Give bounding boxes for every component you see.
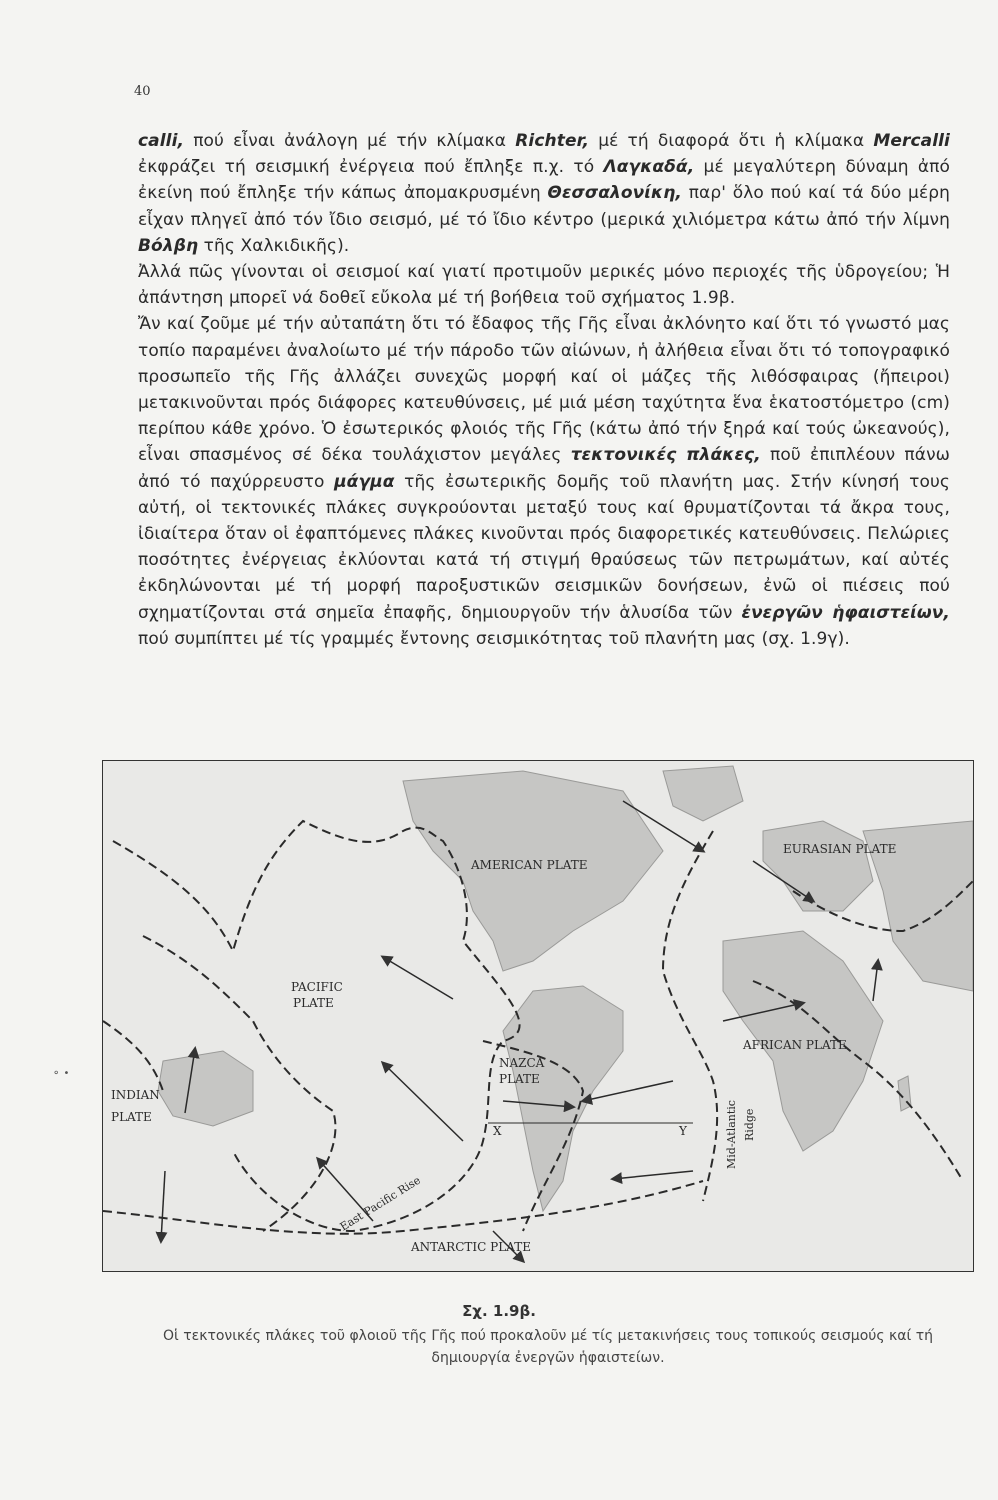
label-x: X (493, 1124, 502, 1138)
arrow-arabian (873, 961, 878, 1001)
emphasis-term: Λαγκαδά, (603, 157, 695, 178)
south-america-land (503, 986, 623, 1211)
label-mid-atlantic-2: Ridge (743, 1108, 756, 1141)
arrow-pacific-1 (383, 957, 453, 999)
label-american-plate: AMERICAN PLATE (471, 858, 588, 872)
arrow-south-west (161, 1171, 165, 1241)
label-african-plate: AFRICAN PLATE (743, 1038, 847, 1052)
emphasis-term: Richter, (515, 131, 590, 151)
emphasis-term: μάγμα (334, 471, 395, 492)
text-run: ἐκφράζει τή σεισμική ἐνέργεια πού ἔπληξε π.χ. τό (138, 157, 604, 178)
text-run: παρ' ὅλο πού καί τά δύο μέρη εἶχαν πληγεῖ ἀπό τόν ἴδιο σεισμό, μέ τό ἴδιο κέντρο (μερικά χιλιόμετρα κάτω ἀπό τήν λίμνη (138, 183, 951, 230)
pacific-boundary-north (113, 821, 520, 1231)
label-indian-plate-1: INDIAN (111, 1088, 160, 1102)
label-pacific-plate-1: PACIFIC (291, 980, 343, 994)
label-mid-atlantic-1: Mid-Atlantic (725, 1100, 738, 1169)
label-y: Y (679, 1124, 687, 1138)
tectonic-plates-map (102, 760, 974, 1272)
text-run: τῆς Χαλκιδικῆς). (198, 235, 350, 256)
label-east-pacific-rise: East Pacific Rise (337, 1173, 423, 1234)
emphasis-term: τεκτονικές πλάκες, (570, 445, 761, 466)
mid-atlantic-ridge (663, 831, 717, 1201)
text-run: πού συμπίπτει μέ τίς γραμμές ἔντονης σεισμικότητας τοῦ πλανήτη μας (σχ. 1.9γ). (138, 628, 850, 649)
caption-title: Σχ. 1.9β. (462, 1302, 536, 1320)
text-run: Ἀλλά πῶς γίνονται οἱ σεισμοί καί γιατί προτιμοῦν μερικές μόνο περιοχές τῆς ὑδρογείου; Ἡ ἀπάντηση μπορεῖ νά δοθεῖ εὔκολα μέ τή βοήθεια τοῦ σχήματος 1.9β. (138, 262, 950, 309)
text-run: τῆς ἐσωτερικῆς δομῆς τοῦ πλανήτη μας. Στήν κίνησή τους αὐτή, οἱ τεκτονικές πλάκες συγκρούονται μεταξύ τους καί θρυματίζονται τά ἄκρα τους, ἰδιαίτερα ὅταν οἱ ἐφαπτόμενες πλάκες κινοῦνται πρός διαφορετικές κατευθύνσεις. Πελώριες ποσότητες ἐνέργειας ἐκλύονται κατά τή στιγμή θραύσεως τῶν πετρωμάτων, καί αὐτές ἐκδηλώνονται μέ τή μορφή παροξυστικῶν σεισμικῶν δονήσεων, ἐνῶ οἱ πιέσεις πού σχηματίζονται στά σημεῖα ἐπαφῆς, δημιουργοῦν τήν ἁλυσίδα τῶν (138, 471, 950, 623)
label-nazca-plate-1: NAZCA (499, 1056, 545, 1070)
paragraph-2 (138, 259, 950, 311)
paragraph-1 (138, 128, 950, 259)
text-run: ποῦ ἐπιπλέουν πάνω ἀπό τό παχύρρευστο (138, 445, 950, 492)
emphasis-term: Mercalli (873, 131, 950, 151)
greenland-land (663, 766, 743, 821)
emphasis-term: calli, (138, 131, 185, 151)
label-indian-plate-2: PLATE (111, 1110, 152, 1124)
paragraph-3 (138, 311, 950, 652)
page-number: 40 (134, 84, 151, 99)
body-text (138, 128, 950, 652)
emphasis-term: Βόλβη (138, 235, 199, 256)
caption-text: Οἱ τεκτονικές πλάκες τοῦ φλοιοῦ τῆς Γῆς πού προκαλοῦν μέ τίς μετακινήσεις τους τοπικούς σεισμούς καί τή δημιουργία ἐνεργῶν ἡφαιστείων. (162, 1328, 934, 1366)
text-run: μέ τή διαφορά ὅτι ἡ κλίμακα (589, 131, 874, 151)
emphasis-term: ἐνεργῶν ἡφαιστείων, (741, 602, 950, 623)
text-run: Ἄν καί ζοῦμε μέ τήν αὐταπάτη ὅτι τό ἔδαφος τῆς Γῆς εἶναι ἀκλόνητο καί ὅτι τό γνωστό μας τοπίο παραμένει ἀναλοίωτο μέ τήν πάροδο τῶν αἰώνων, ἡ ἀλήθεια εἶναι ὅτι τό τοπογραφικό προσωπεῖο τῆς Γῆς ἀλλάζει συνεχῶς μορφή καί οἱ μάζες τῆς λιθόσφαιρας (ἤπειροι) μετακινοῦνται πρός διάφορες κατευθύνσεις, μέ μιά μέση ταχύτητα ἕνα ἑκατοστόμετρο (cm) περίπου κάθε χρόνο. Ὁ ἐσωτερικός φλοιός τῆς Γῆς (κάτω ἀπό τήν ξηρά καί τούς ὠκεανούς), εἶναι σπασμένος σέ δέκα τουλάχιστον μεγάλες (138, 314, 950, 466)
australia-land (158, 1051, 253, 1126)
text-run: πού εἶναι ἀνάλογη μέ τήν κλίμακα (184, 131, 516, 151)
emphasis-term: Θεσσαλονίκη, (547, 183, 682, 204)
text-run: μέ μεγαλύτερη δύναμη ἀπό ἐκείνη πού ἔπληξε τήν κάπως ἀπομακρυσμένη (138, 157, 950, 204)
label-nazca-plate-2: PLATE (499, 1072, 540, 1086)
europe-land (763, 821, 873, 911)
arrow-american-2 (613, 1171, 693, 1179)
indian-boundary (103, 1021, 163, 1091)
map-svg (103, 761, 973, 1271)
margin-mark: ⚬ • (52, 1068, 70, 1079)
label-eurasian-plate: EURASIAN PLATE (783, 842, 897, 856)
arrow-pacific-2 (383, 1063, 463, 1141)
label-antarctic-plate: ANTARCTIC PLATE (411, 1240, 531, 1254)
label-pacific-plate-2: PLATE (293, 996, 334, 1010)
